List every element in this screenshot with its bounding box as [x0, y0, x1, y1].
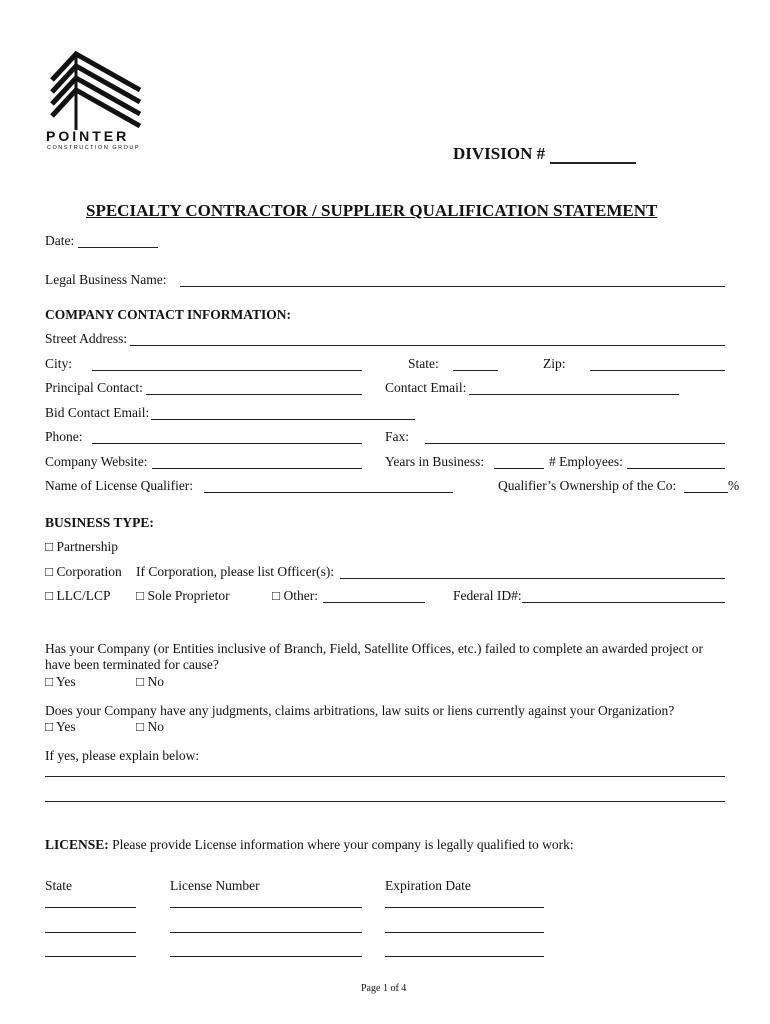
license-qualifier-field[interactable]: [204, 492, 453, 493]
city-label: City:: [45, 356, 73, 371]
state-field[interactable]: [453, 370, 498, 371]
principal-contact-label: Principal Contact:: [45, 380, 143, 395]
employees-field[interactable]: [627, 468, 725, 469]
street-field[interactable]: [130, 345, 725, 346]
question-judgments: Does your Company have any judgments, claims arbitrations, law suits or liens currently against your Organization?: [45, 703, 675, 718]
other-option[interactable]: [272, 588, 318, 604]
explain-field-2[interactable]: [45, 801, 725, 802]
question-terminated: Has your Company (or Entities inclusive of Branch, Field, Satellite Offices, etc.) failed to complete an awarded project or: [45, 641, 704, 656]
website-label: Company Website:: [45, 454, 148, 469]
license-expiration-field[interactable]: [385, 907, 544, 908]
contact-email-label: Contact Email:: [385, 380, 467, 395]
page-number: Page 1 of 4: [361, 983, 407, 994]
other-label: Other:: [283, 588, 319, 603]
division-label: DIVISION #: [453, 144, 546, 163]
checkbox-icon[interactable]: □: [136, 674, 145, 689]
legal-name-label: Legal Business Name:: [45, 272, 167, 287]
question-terminated-cont: have been terminated for cause?: [45, 657, 219, 672]
fax-label: Fax:: [385, 429, 410, 444]
license-state-field[interactable]: [45, 907, 136, 908]
q2-no-option[interactable]: [136, 719, 164, 735]
partnership-label: Partnership: [56, 539, 119, 554]
checkbox-icon[interactable]: □: [136, 588, 145, 603]
ownership-label: Qualifier’s Ownership of the Co:: [498, 478, 677, 493]
q1-yes-option[interactable]: [45, 674, 76, 690]
company-logo: [44, 50, 154, 155]
license-expiration-field[interactable]: [385, 956, 544, 957]
q2-yes-option[interactable]: [45, 719, 76, 735]
website-field[interactable]: [152, 468, 362, 469]
city-field[interactable]: [92, 370, 362, 371]
sole-proprietor-option[interactable]: [136, 588, 230, 604]
years-field[interactable]: [494, 468, 544, 469]
ownership-field[interactable]: [684, 492, 728, 493]
explain-field-1[interactable]: [45, 776, 725, 777]
federal-id-label: Federal ID#:: [453, 588, 522, 603]
contact-section-heading: COMPANY CONTACT INFORMATION:: [45, 307, 291, 322]
license-instructions: [45, 837, 574, 853]
license-text: Please provide License information where your company is legally qualified to work:: [112, 837, 574, 852]
bid-email-label: Bid Contact Email:: [45, 405, 150, 420]
column-expiration-date: Expiration Date: [385, 878, 471, 893]
years-label: Years in Business:: [385, 454, 485, 469]
yes-label: Yes: [56, 674, 76, 689]
zip-label: Zip:: [543, 356, 566, 371]
license-expiration-field[interactable]: [385, 932, 544, 933]
explain-label: If yes, please explain below:: [45, 748, 200, 763]
checkbox-icon[interactable]: □: [45, 719, 54, 734]
street-label: Street Address:: [45, 331, 128, 346]
checkbox-icon[interactable]: □: [272, 588, 281, 603]
partnership-option[interactable]: [45, 539, 118, 555]
license-number-field[interactable]: [170, 907, 362, 908]
no-label: No: [147, 719, 165, 734]
license-number-field[interactable]: [170, 956, 362, 957]
form-title: SPECIALTY CONTRACTOR / SUPPLIER QUALIFICATION STATEMENT: [86, 201, 658, 220]
column-state: State: [45, 878, 72, 893]
corporation-option[interactable]: [45, 564, 122, 580]
checkbox-icon[interactable]: □: [45, 674, 54, 689]
column-license-number: License Number: [170, 878, 260, 893]
fax-field[interactable]: [425, 443, 725, 444]
checkbox-icon[interactable]: □: [136, 719, 145, 734]
building-logo-icon: [46, 50, 146, 130]
license-state-field[interactable]: [45, 932, 136, 933]
llc-label: LLC/LCP: [56, 588, 111, 603]
checkbox-icon[interactable]: □: [45, 588, 54, 603]
checkbox-icon[interactable]: □: [45, 564, 54, 579]
state-label: State:: [408, 356, 439, 371]
q1-no-option[interactable]: [136, 674, 164, 690]
federal-id-field[interactable]: [522, 602, 725, 603]
sole-proprietor-label: Sole Proprietor: [147, 588, 230, 603]
legal-name-field[interactable]: [180, 286, 725, 287]
date-label: Date:: [45, 233, 75, 248]
yes-label: Yes: [56, 719, 76, 734]
no-label: No: [147, 674, 165, 689]
llc-option[interactable]: [45, 588, 111, 604]
license-state-field[interactable]: [45, 956, 136, 957]
employees-label: # Employees:: [549, 454, 623, 469]
phone-label: Phone:: [45, 429, 83, 444]
corporation-label: Corporation: [56, 564, 122, 579]
officers-label: If Corporation, please list Officer(s):: [136, 564, 335, 579]
phone-field[interactable]: [92, 443, 362, 444]
license-number-field[interactable]: [170, 932, 362, 933]
ownership-percent: %: [728, 478, 740, 493]
license-heading: LICENSE:: [45, 837, 109, 852]
business-type-heading: BUSINESS TYPE:: [45, 515, 154, 530]
logo-name: POINTER: [46, 128, 130, 144]
principal-contact-field[interactable]: [146, 394, 362, 395]
contact-email-field[interactable]: [469, 394, 679, 395]
license-qualifier-label: Name of License Qualifier:: [45, 478, 194, 493]
bid-email-field[interactable]: [151, 419, 415, 420]
officers-field[interactable]: [340, 578, 725, 579]
date-field[interactable]: [78, 247, 158, 248]
other-field[interactable]: [323, 602, 425, 603]
checkbox-icon[interactable]: □: [45, 539, 54, 554]
division-field[interactable]: [550, 162, 636, 164]
logo-subtitle: CONSTRUCTION GROUP: [47, 145, 140, 151]
zip-field[interactable]: [590, 370, 725, 371]
